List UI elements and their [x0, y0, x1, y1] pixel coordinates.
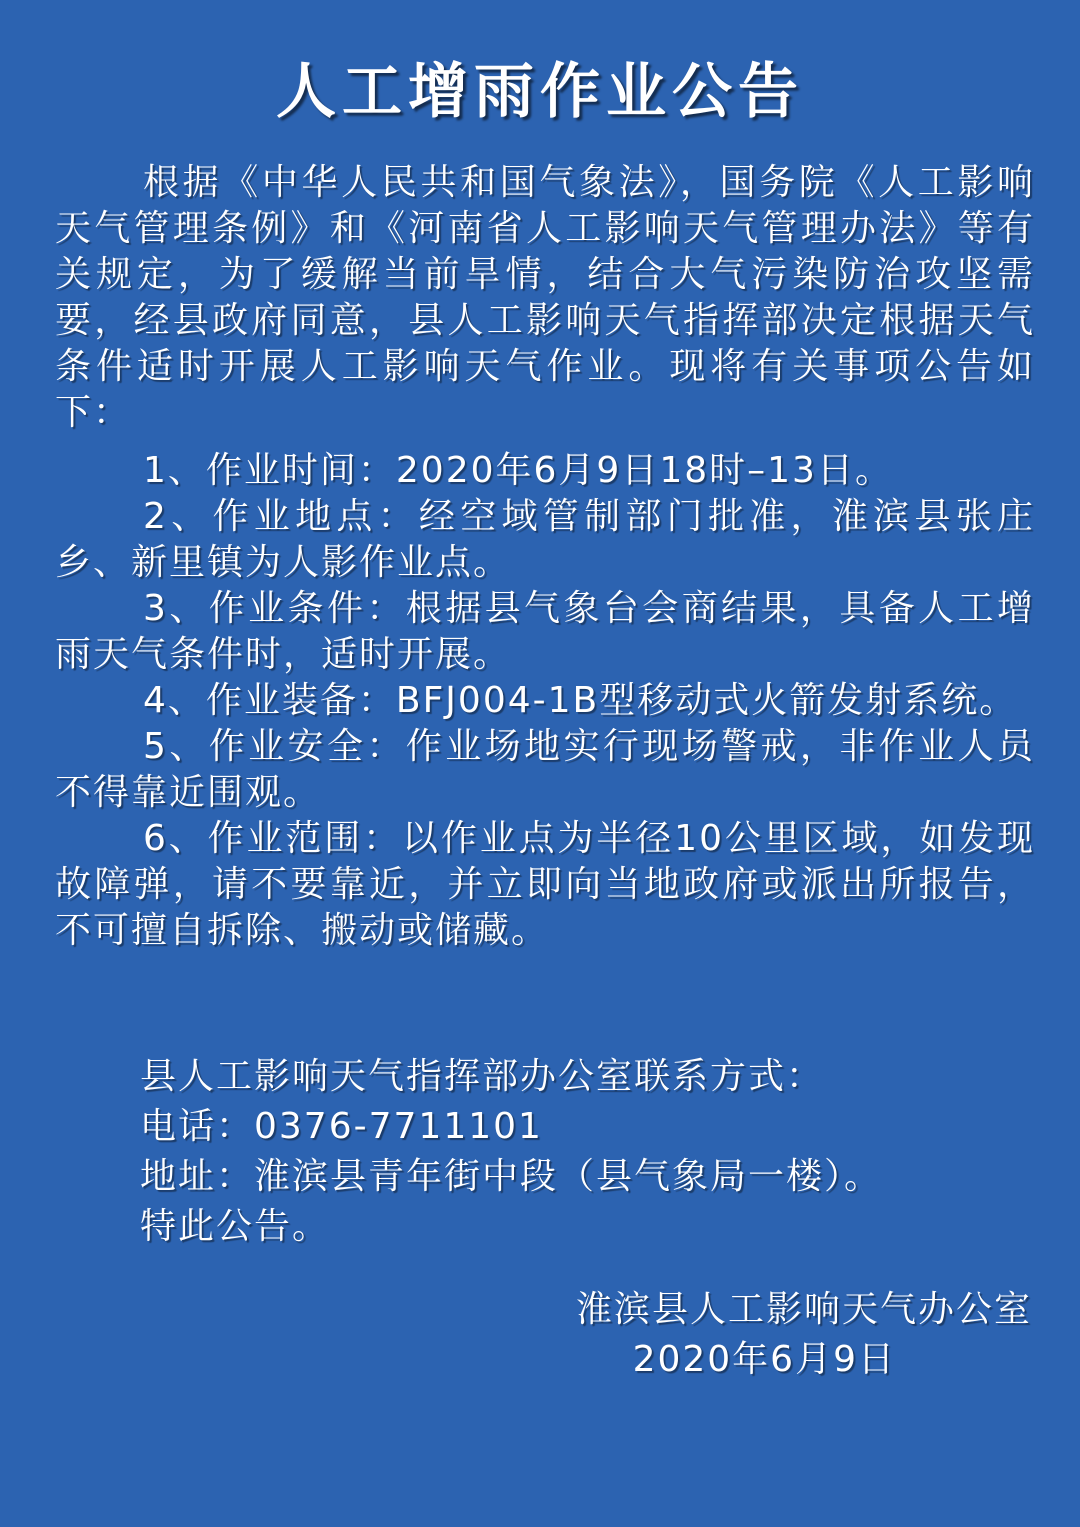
contact-address: 地址：淮滨县青年街中段（县气象局一楼）。: [140, 1156, 883, 1197]
announcement-items: [55, 448, 1035, 954]
contact-phone: 电话：0376-7711101: [140, 1106, 543, 1147]
item-conditions: 3、作业条件：根据县气象台会商结果，具备人工增雨天气条件时，适时开展。: [55, 588, 1035, 675]
contact-heading: 县人工影响天气指挥部办公室联系方式：: [140, 1056, 825, 1097]
signature-date: 2020年6月9日: [632, 1339, 896, 1380]
signature-block: [576, 1285, 1032, 1385]
item-safety: 5、作业安全：作业场地实行现场警戒，非作业人员不得靠近围观。: [55, 726, 1035, 813]
intro-paragraph: 根据《中华人民共和国气象法》，国务院《人工影响天气管理条例》和《河南省人工影响天气管理办法》等有关规定，为了缓解当前旱情，结合大气污染防治攻坚需要，经县政府同意，县人工影响天气指挥部决定根据天气条件适时开展人工影响天气作业。现将有关事项公告如下：: [55, 162, 1035, 433]
signature-org: 淮滨县人工影响天气办公室: [575, 1289, 1032, 1330]
page-title: 人工增雨作业公告: [276, 57, 804, 127]
item-scope: 6、作业范围：以作业点为半径10公里区域，如发现故障弹，请不要靠近，并立即向当地政府或派出所报告，不可擅自拆除、搬动或储藏。: [55, 818, 1035, 951]
item-time: 1、作业时间：2020年6月9日18时–13日。: [143, 450, 893, 491]
item-location: 2、作业地点：经空域管制部门批准，淮滨县张庄乡、新里镇为人影作业点。: [55, 496, 1035, 583]
closing-text: 特此公告。: [140, 1206, 331, 1247]
item-equipment: 4、作业装备：BFJ004-1B型移动式火箭发射系统。: [143, 680, 1018, 721]
contact-section: [140, 1052, 1040, 1252]
